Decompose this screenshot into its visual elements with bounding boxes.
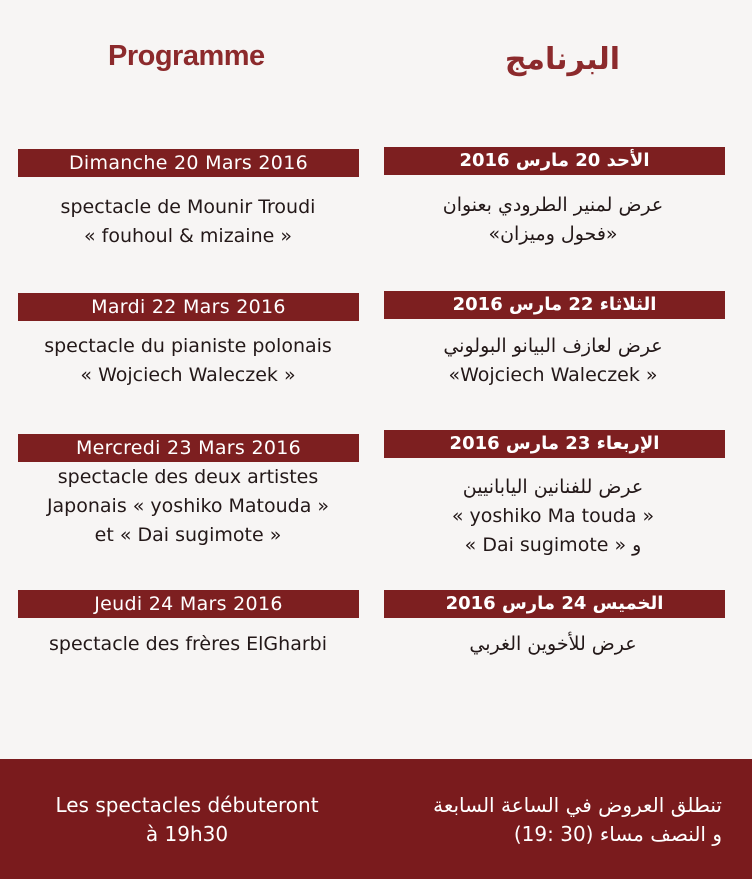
event-line: spectacle de Mounir Troudi <box>60 196 316 218</box>
event-line: عرض للأخوين الغربي <box>469 633 637 655</box>
start-time-note-ar <box>382 791 722 849</box>
footer-line: à 19h30 <box>145 822 229 846</box>
event-date-ar: الخميس 24 مارس 2016 <box>384 590 725 618</box>
event-line: عرض للفنانين اليابانيين <box>462 476 644 498</box>
start-time-note-fr <box>22 791 352 849</box>
event-date-ar: الأحد 20 مارس 2016 <box>384 147 725 175</box>
event-date-fr: Mercredi 23 Mars 2016 <box>18 434 359 462</box>
event-description-ar <box>378 332 728 390</box>
event-date-fr: Dimanche 20 Mars 2016 <box>18 149 359 177</box>
event-line: spectacle des deux artistes <box>57 466 319 488</box>
event-date-fr: Jeudi 24 Mars 2016 <box>18 590 359 618</box>
event-line: و « Dai sugimote » <box>464 534 642 556</box>
footer-line: و النصف مساء (30 :19) <box>513 822 722 846</box>
event-line: et « Dai sugimote » <box>94 524 282 546</box>
event-line: Japonais « yoshiko Matouda » <box>46 495 330 517</box>
event-line: عرض لمنير الطرودي بعنوان <box>442 194 664 216</box>
footer-banner <box>0 759 752 879</box>
event-description-ar <box>378 473 728 560</box>
event-line: spectacle du pianiste polonais <box>44 335 332 357</box>
footer-line: Les spectacles débuteront <box>55 793 319 817</box>
event-line: « fouhoul & mizaine » <box>84 225 292 247</box>
event-date-fr: Mardi 22 Mars 2016 <box>18 293 359 321</box>
event-description-fr <box>10 332 366 390</box>
page-title-ar: البرنامج <box>504 42 620 77</box>
event-line: spectacle des frères ElGharbi <box>49 633 327 655</box>
event-date-ar: الثلاثاء 22 مارس 2016 <box>384 291 725 319</box>
event-date-ar: الإربعاء 23 مارس 2016 <box>384 430 725 458</box>
event-line: « Wojciech Waleczek » <box>80 364 296 386</box>
event-line: « Wojciech Waleczek» <box>448 364 658 386</box>
event-line: « yoshiko Ma touda » <box>451 505 655 527</box>
event-description-ar <box>378 630 728 659</box>
event-description-fr <box>10 463 366 550</box>
page-title-fr: Programme <box>108 40 265 72</box>
event-line: عرض لعازف البيانو البولوني <box>443 335 663 357</box>
event-line: «فحول وميزان» <box>488 223 618 245</box>
event-description-ar <box>378 191 728 249</box>
event-description-fr <box>10 193 366 251</box>
footer-line: تنطلق العروض في الساعة السابعة <box>433 793 722 817</box>
event-description-fr <box>10 630 366 659</box>
